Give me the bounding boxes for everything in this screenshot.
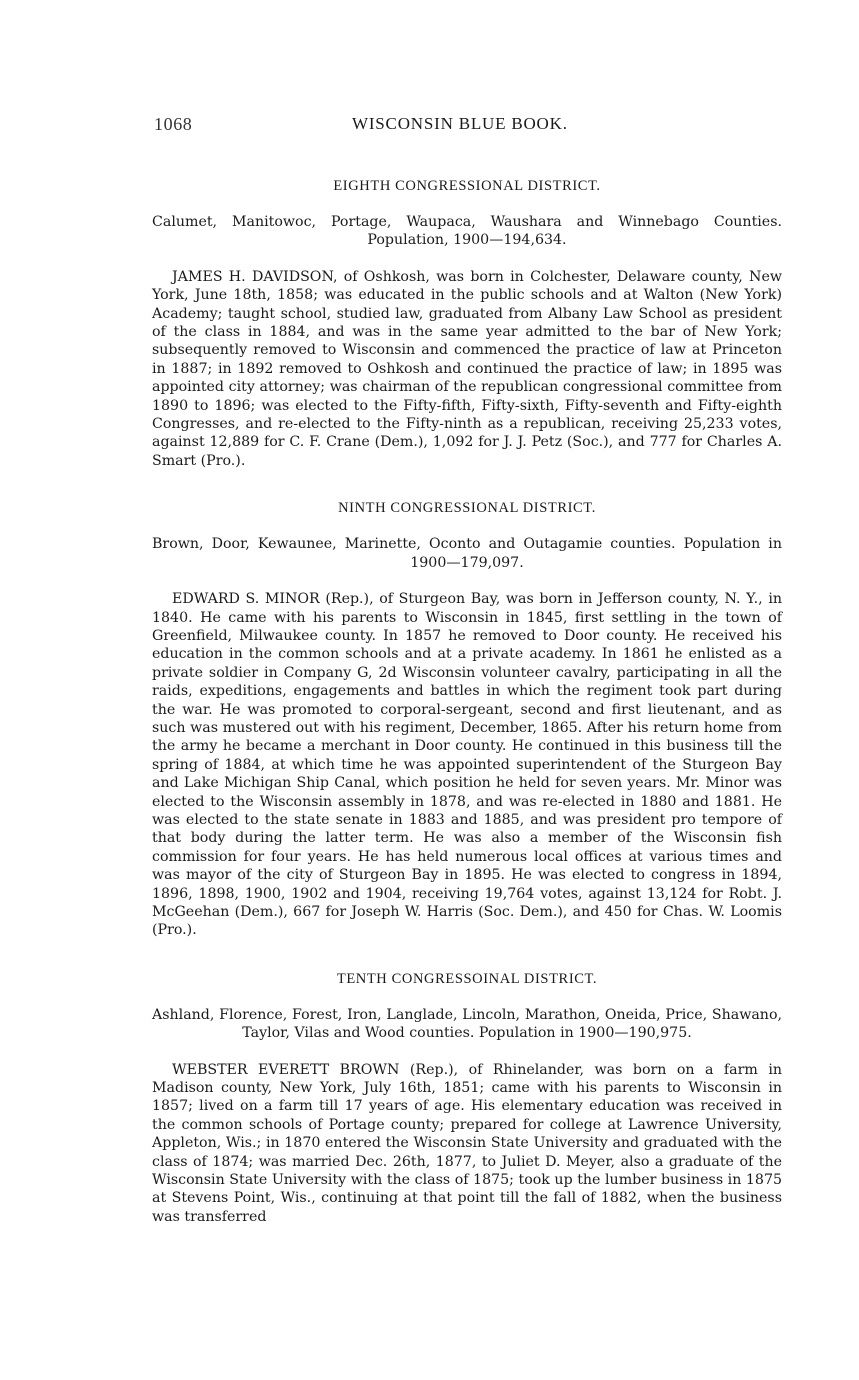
biography-paragraph: JAMES H. DAVIDSON, of Oshkosh, was born in Colchester, Delaware county, New York, June 18th, 1858; was educated in the public schools and at Walton (New York) Academy; taught school, studied law, graduated from Albany Law School as president of the class in 1884, and was in the same year admitted to the bar of New York; subsequently removed to Wisconsin and commenced the practice of law at Princeton in 1887; in 1892 removed to Oshkosh and continued the practice of law; in 1895 was appointed city attorney; was chairman of the republican congressional committee from 1890 to 1896; was elected to the Fifty-fifth, Fifty-sixth, Fifty-seventh and Fifty-eighth Congresses, and re-elected to the Fifty-ninth as a republican, receiving 25,233 votes, against 12,889 for C. F. Crane (Dem.), 1,092 for J. J. Petz (Soc.), and 777 for Charles A. Smart (Pro.). — [152, 268, 782, 469]
ninth-district-section — [152, 500, 782, 940]
section-heading: TENTH CONGRESSOINAL DISTRICT. — [336, 970, 598, 987]
section-heading: EIGHTH CONGRESSIONAL DISTRICT. — [333, 178, 601, 194]
page-number: 1068 — [154, 114, 193, 134]
counties-paragraph: Ashland, Florence, Forest, Iron, Langlade, Lincoln, Marathon, Oneida, Price, Shawano, Taylor, Vilas and Wood counties. Population in 1900—190,975. — [152, 1006, 782, 1042]
eighth-district-section — [152, 178, 782, 470]
section-heading: NINTH CONGRESSIONAL DISTRICT. — [338, 500, 596, 517]
book-title: WISCONSIN BLUE BOOK. — [352, 114, 568, 133]
counties-paragraph: Brown, Door, Kewaunee, Marinette, Oconto and Outagamie counties. Population in 1900—179,097. — [152, 536, 782, 571]
biography-paragraph: WEBSTER EVERETT BROWN (Rep.), of Rhinelander, was born on a farm in Madison county, New York, July 16th, 1851; came with his parents to Wisconsin in 1857; lived on a farm till 17 years of age. His elementary education was received in the common schools of Portage county; prepared for college at Lawrence University, Appleton, Wis.; in 1870 entered the Wisconsin State University and graduated with the class of 1874; was married Dec. 26th, 1877, to Juliet D. Meyer, also a graduate of the Wisconsin State University with the class of 1875; took up the lumber business in 1875 at Stevens Point, Wis., continuing at that point till the fall of 1882, when the business was transferred — [152, 1061, 782, 1225]
tenth-district-section — [152, 971, 782, 1226]
counties-paragraph: Calumet, Manitowoc, Portage, Waupaca, Waushara and Winnebago Counties. Population, 1900—194,634. — [152, 214, 782, 249]
biography-paragraph: EDWARD S. MINOR (Rep.), of Sturgeon Bay, was born in Jefferson county, N. Y., in 1840. He came with his parents to Wisconsin in 1845, first settling in the town of Greenfield, Milwaukee county. In 1857 he removed to Door county. He received his education in the common schools and at a private academy. In 1861 he enlisted as a private soldier in Company G, 2d Wisconsin volunteer cavalry, participating in all the raids, expeditions, engagements and battles in which the regiment took part during the war. He was promoted to corporal-sergeant, second and first lieutenant, and as such was mustered out with his regiment, December, 1865. After his return home from the army he became a merchant in Door county. He continued in this business till the spring of 1884, at which time he was appointed superintendent of the Sturgeon Bay and Lake Michigan Ship Canal, which position he held for seven years. Mr. Minor was elected to the Wisconsin assembly in 1878, and was re-elected in 1880 and 1881. He was elected to the state senate in 1883 and 1885, and was president pro tempore of that body during the latter term. He was also a member of the Wisconsin fish commission for four years. He has held numerous local offices at various times and was mayor of the city of Sturgeon Bay in 1895. He was elected to congress in 1894, 1896, 1898, 1900, 1902 and 1904, receiving 19,764 votes, against 13,124 for Robt. J. McGeehan (Dem.), 667 for Joseph W. Harris (Soc. Dem.), and 450 for Chas. W. Loomis (Pro.). — [152, 591, 782, 939]
running-head — [152, 112, 782, 142]
document-page — [152, 112, 782, 1226]
